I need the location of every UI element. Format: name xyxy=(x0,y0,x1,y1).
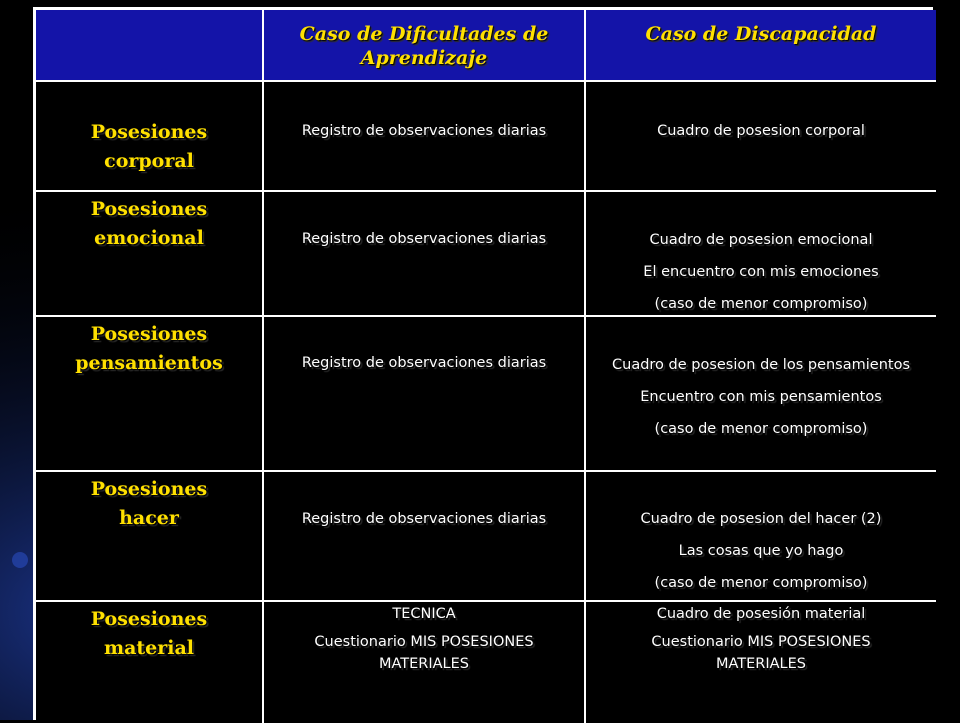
header-dificultades xyxy=(264,10,586,82)
cell-emocional-dificultades xyxy=(264,192,586,317)
cell-line: Las cosas que yo hago xyxy=(678,543,844,559)
cell-emocional-discapacidad xyxy=(586,192,936,317)
cell-hacer-discapacidad xyxy=(586,472,936,602)
cell-line: Cuestionario MIS POSESIONES MATERIALES xyxy=(314,634,534,672)
row-label-corporal xyxy=(36,82,264,192)
cell-line: Registro de observaciones diarias xyxy=(301,511,547,527)
cell-line: Cuestionario MIS POSESIONES MATERIALES xyxy=(651,634,871,672)
cell-material-dificultades xyxy=(264,602,586,723)
cell-material-discapacidad xyxy=(586,602,936,723)
row-label-material xyxy=(36,602,264,723)
cell-line: (caso de menor compromiso) xyxy=(654,575,868,591)
row-label-line: corporal xyxy=(104,150,194,172)
cell-line: El encuentro con mis emociones xyxy=(643,264,879,280)
cell-line: Cuadro de posesion del hacer (2) xyxy=(640,511,882,527)
cell-line: Registro de observaciones diarias xyxy=(301,355,547,371)
cell-line: (caso de menor compromiso) xyxy=(654,296,868,312)
row-label-line: Posesiones xyxy=(90,478,208,500)
row-label-line: Posesiones xyxy=(90,198,208,220)
cell-pensamientos-discapacidad xyxy=(586,317,936,472)
row-label-line: material xyxy=(103,637,195,659)
cell-line: TECNICA xyxy=(392,606,456,622)
cell-line: Cuadro de posesion de los pensamientos xyxy=(612,357,910,373)
cell-line: Registro de observaciones diarias xyxy=(301,123,547,139)
row-label-pensamientos xyxy=(36,317,264,472)
header-dificultades-text: Caso de Dificultades de Aprendizaje xyxy=(299,23,549,69)
comparison-table xyxy=(33,7,933,720)
cell-line: Cuadro de posesion emocional xyxy=(649,232,873,248)
row-label-line: Posesiones xyxy=(90,608,208,630)
row-label-line: pensamientos xyxy=(75,352,223,374)
cell-pensamientos-dificultades xyxy=(264,317,586,472)
row-label-emocional xyxy=(36,192,264,317)
row-label-line: emocional xyxy=(94,227,204,249)
row-label-line: Posesiones xyxy=(90,323,208,345)
header-discapacidad-text: Caso de Discapacidad xyxy=(645,23,877,45)
cell-line: Registro de observaciones diarias xyxy=(301,231,547,247)
row-label-line: hacer xyxy=(119,507,179,529)
cell-line: Cuadro de posesion corporal xyxy=(657,123,865,139)
cell-corporal-discapacidad xyxy=(586,82,936,192)
cell-line: Cuadro de posesión material xyxy=(656,606,866,622)
row-label-hacer xyxy=(36,472,264,602)
cell-line: Encuentro con mis pensamientos xyxy=(640,389,882,405)
row-label-line: Posesiones xyxy=(90,121,208,143)
cell-corporal-dificultades xyxy=(264,82,586,192)
header-discapacidad xyxy=(586,10,936,82)
header-empty-cell xyxy=(36,10,264,82)
cell-hacer-dificultades xyxy=(264,472,586,602)
cell-line: (caso de menor compromiso) xyxy=(654,421,868,437)
